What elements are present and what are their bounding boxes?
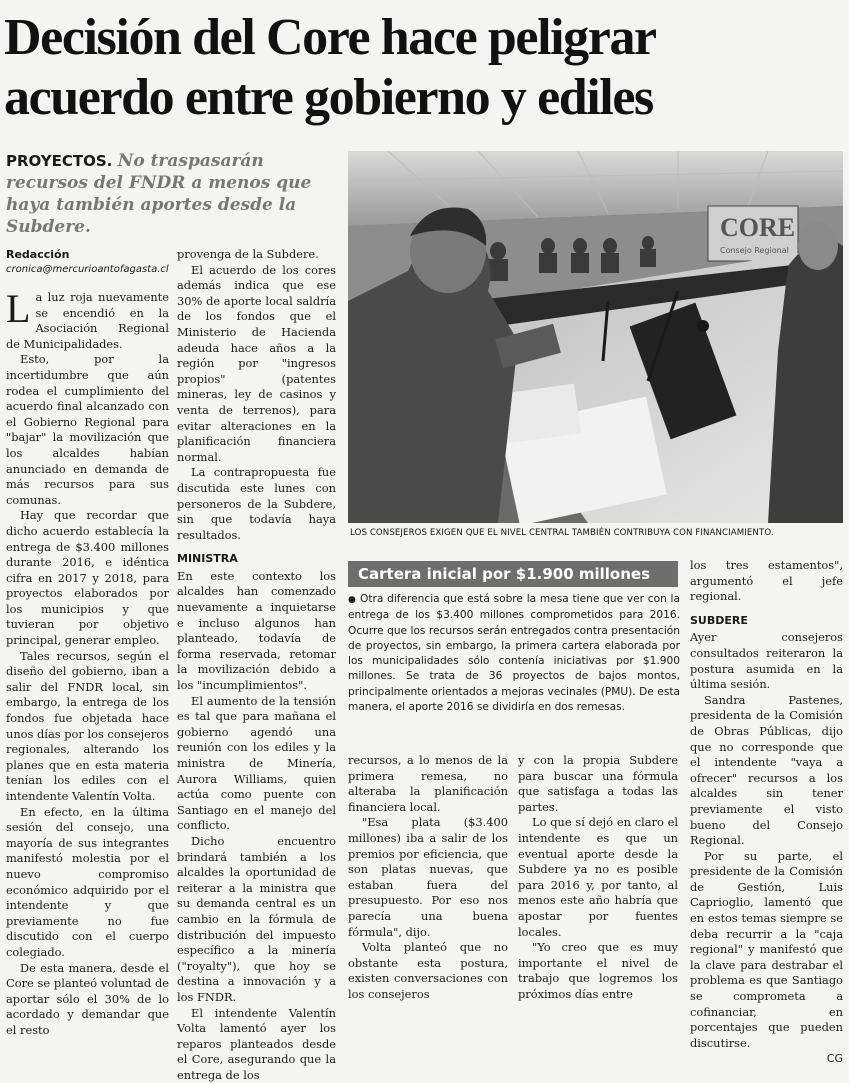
- screen-subtext: Consejo Regional: [720, 246, 789, 255]
- paragraph: De esta manera, desde el Core se planteó voluntad de aportar sólo el 30% de lo acordado y demandar que el resto: [6, 961, 169, 1039]
- paragraph: provenga de la Subdere.: [177, 247, 336, 263]
- paragraph: y con la propia Subdere para buscar una fórmula que satisfaga a todas las partes.: [518, 753, 678, 815]
- paragraph: "Yo creo que es muy importante el nivel de trabajo que logremos los próximos días entre: [518, 940, 678, 1002]
- article-column-5: [690, 558, 843, 1067]
- article-column-3: [348, 753, 508, 1003]
- article-column-1: [6, 290, 169, 1039]
- meeting-photo-illustration: [348, 151, 843, 523]
- end-mark: CG: [827, 1051, 843, 1067]
- sidebar-text: Otra diferencia que está sobre la mesa tiene que ver con la entrega de los $3.400 millones comprometidos para 2016. Ocurre que los recursos serán entregados contra presentación de proyectos, sin embargo, la primera cartera elaborada por los municipalidades sólo contenía iniciativas por $1.900 millones. Se trata de 36 proyectos de bajos montos, principalmente orientados a mejoras vecinales (PMU). De esta manera, el aporte 2016 se dividiría en dos remesas.: [348, 593, 680, 713]
- sidebar-title: Cartera inicial por $1.900 millones: [348, 561, 678, 587]
- lead-deck: [6, 150, 336, 238]
- paragraph: Volta planteó que no obstante esta postura, existen conversaciones con los consejeros: [348, 940, 508, 1002]
- subhead-subdere: SUBDERE: [690, 613, 843, 629]
- sidebar-box: [348, 592, 680, 715]
- paragraph: Ayer consejeros consultados reiteraron la postura asumida en la última sesión.: [690, 630, 843, 692]
- article-column-4: [518, 753, 678, 1003]
- paragraph: El acuerdo de los cores además indica que ese 30% de aporte local saldría de los fondos que el Ministerio de Hacienda adeuda hace años a la región por "ingresos propios" (patentes mineras, ley de casinos y venta de terrenos), para evitar alteraciones en la planificación financiera normal.: [177, 263, 336, 466]
- paragraph: Por su parte, el presidente de la Comisión de Gestión, Luis Caprioglio, lamentó que en estos temas siempre se deba recurrir a la "caja regional" y manifestó que la clave para destrabar el problema es que Santiago se comprometa a cofinanciar, en porcentajes que pueden discutirse.: [690, 849, 843, 1052]
- paragraph: Sandra Pastenes, presidenta de la Comisión de Obras Públicas, dijo que no corresponde que el intendente "vaya a ofrecer" recursos a los alcaldes sin tener previamente el visto bueno del Consejo Regional.: [690, 693, 843, 849]
- bullet-icon: ●: [348, 595, 356, 605]
- drop-cap: L: [6, 292, 30, 326]
- byline-email[interactable]: cronica@mercurioantofagasta.cl: [6, 262, 171, 277]
- paragraph: Hay que recordar que dicho acuerdo establecía la entrega de $3.400 millones durante 2016, e idéntica cifra en 2017 y 2018, para proyectos elaborados por los municipios y que tuvieran por objetivo principal, generar empleo.: [6, 508, 169, 648]
- paragraph: El aumento de la tensión es tal que para mañana el gobierno agendó una reunión con los ediles y la ministra de Minería, Aurora Williams, quien actúa como puente con Santiago en el manejo del conflicto.: [177, 694, 336, 834]
- screen-core-text: CORE: [720, 213, 795, 242]
- paragraph: La contrapropuesta fue discutida este lunes con personeros de la Subdere, sin que todavía haya resultados.: [177, 465, 336, 543]
- paragraph: recursos, a lo menos de la primera remesa, no alteraba la planificación financiera local.: [348, 753, 508, 815]
- paragraph: los tres estamentos", argumentó el jefe regional.: [690, 558, 843, 605]
- lead-deck-text: No traspasarán recursos del FNDR a menos que haya también aportes desde la Subdere.: [6, 151, 311, 237]
- paragraph: En este contexto los alcaldes han comenzado nuevamente a inquietarse e incluso algunos han planteado, todavía de forma reservada, retomar la movilización debido a los "incumplimientos".: [177, 569, 336, 694]
- subhead-ministra: MINISTRA: [177, 551, 336, 567]
- paragraph: Tales recursos, según el diseño del gobierno, iban a salir del FNDR local, sin embargo, la entrega de los fondos fue objetada hace unos días por los consejeros regionales, alterando los planes que en esta materia tenían los ediles con el intendente Valentín Volta.: [6, 649, 169, 805]
- article-column-2: [177, 247, 336, 1083]
- paragraph: Dicho encuentro brindará también a los alcaldes la oportunidad de reiterar a la ministra que su demanda central es un cambio en la fórmula de distribución del impuesto específico a la minería ("royalty"), que hoy se destina a innovación y a los FNDR.: [177, 834, 336, 1006]
- byline-name: Redacción: [6, 247, 171, 262]
- paragraph: Lo que sí dejó en claro el intendente es que un eventual aporte desde la Subdere ya no es posible para 2016 y, por tanto, al menos este año habría que apostar por fuentes locales.: [518, 815, 678, 940]
- paragraph: Esto, por la incertidumbre que aún rodea el cumplimiento del acuerdo final alcanzado con el Gobierno Regional para "bajar" la movilización que los alcaldes habían anunciado en demanda de más recursos para sus comunas.: [6, 352, 169, 508]
- headline-line-2: acuerdo entre gobierno y ediles: [4, 68, 844, 128]
- paragraph: "Esa plata ($3.400 millones) iba a salir de los premios por eficiencia, que son platas nuevas, que estaban fuera del presupuesto. Por eso nos parecía una buena fórmula", dijo.: [348, 815, 508, 940]
- meeting-photo: [348, 151, 843, 523]
- headline-line-1: Decisión del Core hace peligrar: [4, 8, 844, 68]
- paragraph: El intendente Valentín Volta lamentó ayer los reparos planteados desde el Core, asegurando que la entrega de los: [177, 1006, 336, 1083]
- paragraph: En efecto, en la última sesión del consejo, una mayoría de sus integrantes manifestó molestia por el nuevo compromiso económico adquirido por el intendente y que previamente no fue discutido con el cuerpo colegiado.: [6, 805, 169, 961]
- paragraph: a luz roja nuevamente se encendió en la Asociación Regional de Municipalidades.: [6, 290, 169, 351]
- headline: [4, 8, 844, 128]
- lead-kicker: PROYECTOS.: [6, 152, 112, 170]
- photo-caption: LOS CONSEJEROS EXIGEN QUE EL NIVEL CENTRAL TAMBIÉN CONTRIBUYA CON FINANCIAMIENTO.: [350, 528, 845, 538]
- byline: [6, 247, 171, 277]
